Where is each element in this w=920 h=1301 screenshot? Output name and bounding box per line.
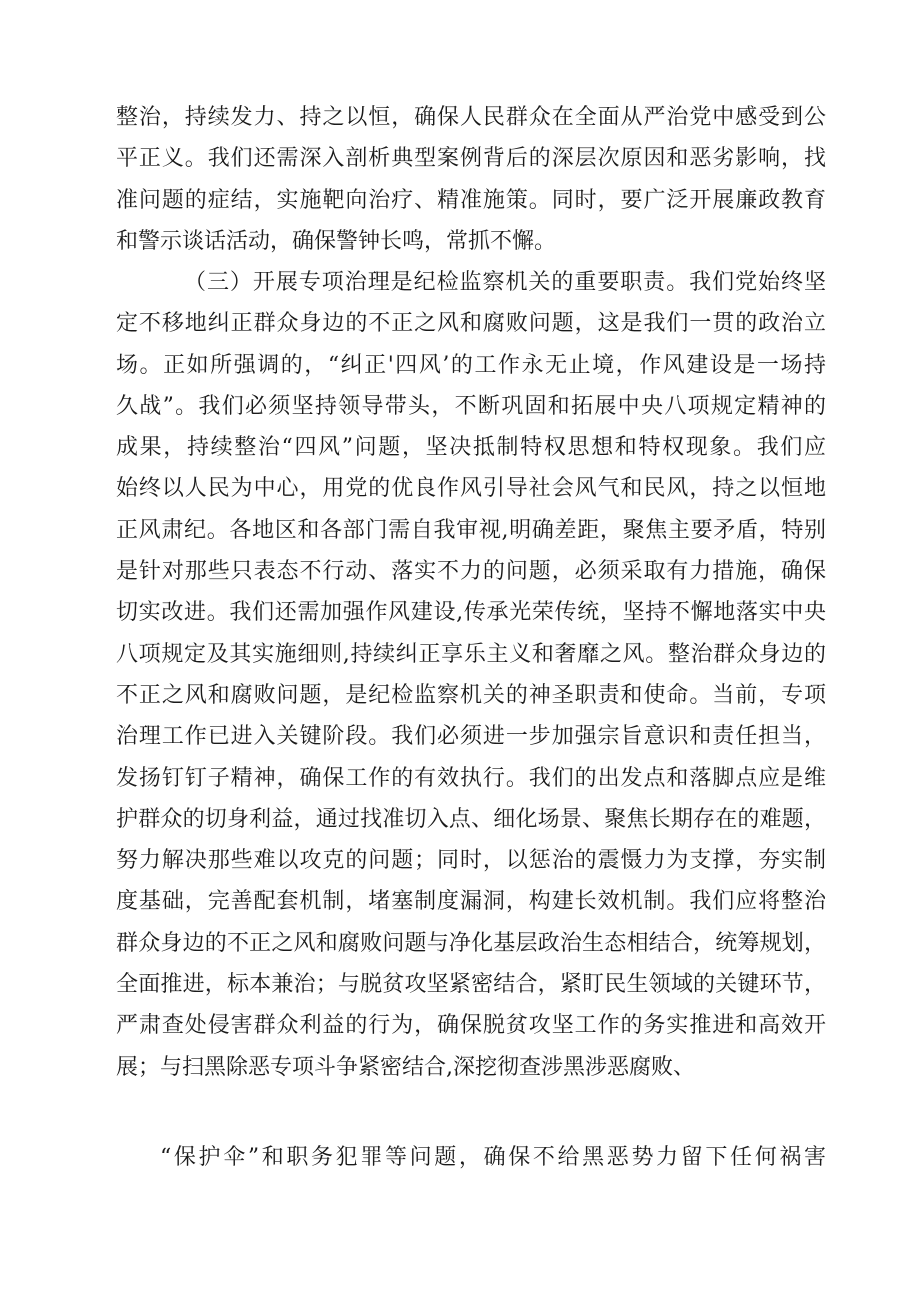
text-line: （三）开展专项治理是纪检监察机关的重要职责。我们党始终坚 (184, 270, 826, 295)
text-line: 是针对那些只表态不行动、落实不力的问题，必须采取有力措施，确保 (116, 559, 826, 585)
text-line: 整治，持续发力、持之以恒，确保人民群众在全面从严治党中感受到公 (116, 105, 826, 130)
text-line: 准问题的症结，实施靶向治疗、精准施策。同时，要广泛开展廉政教育 (116, 187, 826, 213)
text-line: 度基础，完善配套机制，堵塞制度漏洞，构建长效机制。我们应将整治 (116, 889, 826, 915)
text-line: 努力解决那些难以攻克的问题；同时，以惩治的震慑力为支撑，夯实制 (116, 848, 826, 874)
text-line: 不正之风和腐败问题，是纪检监察机关的神圣职责和使命。当前，专项 (116, 682, 826, 708)
text-line: 全面推进，标本兼治；与脱贫攻坚紧密结合，紧盯民生领域的关键环节， (116, 972, 826, 998)
text-line: 正风肃纪。各地区和各部门需自我审视,明确差距，聚焦主要矛盾，特别 (116, 517, 826, 543)
text-line: 治理工作已进入关键阶段。我们必须进一步加强宗旨意识和责任担当， (116, 724, 826, 750)
text-line: 场。正如所强调的，“纠正'四风’的工作永无止境，作风建设是一场持 (116, 352, 826, 378)
text-line: 切实改进。我们还需加强作风建设,传承光荣传统，坚持不懈地落实中央 (116, 600, 826, 626)
text-line: 展；与扫黑除恶专项斗争紧密结合,深挖彻查涉黑涉恶腐败、 (116, 1054, 695, 1080)
text-line: 八项规定及其实施细则,持续纠正享乐主义和奢靡之风。整治群众身边的 (116, 641, 826, 667)
text-line: 发扬钉钉子精神，确保工作的有效执行。我们的出发点和落脚点应是维 (116, 765, 826, 791)
text-line: 久战”。我们必须坚持领导带头，不断巩固和拓展中央八项规定精神的 (116, 393, 826, 419)
paragraph-3 (116, 1137, 826, 1178)
text-line: 群众身边的不正之风和腐败问题与净化基层政治生态相结合，统筹规划， (116, 930, 826, 956)
text-line: 严肃查处侵害群众利益的行为，确保脱贫攻坚工作的务实推进和高效开 (116, 1013, 826, 1039)
paragraph-1 (116, 97, 826, 262)
text-line: 始终以人民为中心，用党的优良作风引导社会风气和民风，持之以恒地 (116, 476, 826, 502)
text-line: 成果，持续整治“四风”问题，坚决抵制特权思想和特权现象。我们应 (116, 435, 826, 461)
text-line: “保护伞”和职务犯罪等问题，确保不给黑恶势力留下任何祸害 (160, 1145, 826, 1170)
paragraph-2 (116, 262, 826, 1088)
text-line: 定不移地纠正群众身边的不正之风和腐败问题，这是我们一贯的政治立 (116, 311, 826, 337)
text-line: 护群众的切身利益，通过找准切入点、细化场景、聚焦长期存在的难题， (116, 806, 826, 832)
text-line: 平正义。我们还需深入剖析典型案例背后的深层次原因和恶劣影响，找 (116, 146, 826, 172)
text-line: 和警示谈话活动，确保警钟长鸣，常抓不懈。 (116, 228, 557, 254)
